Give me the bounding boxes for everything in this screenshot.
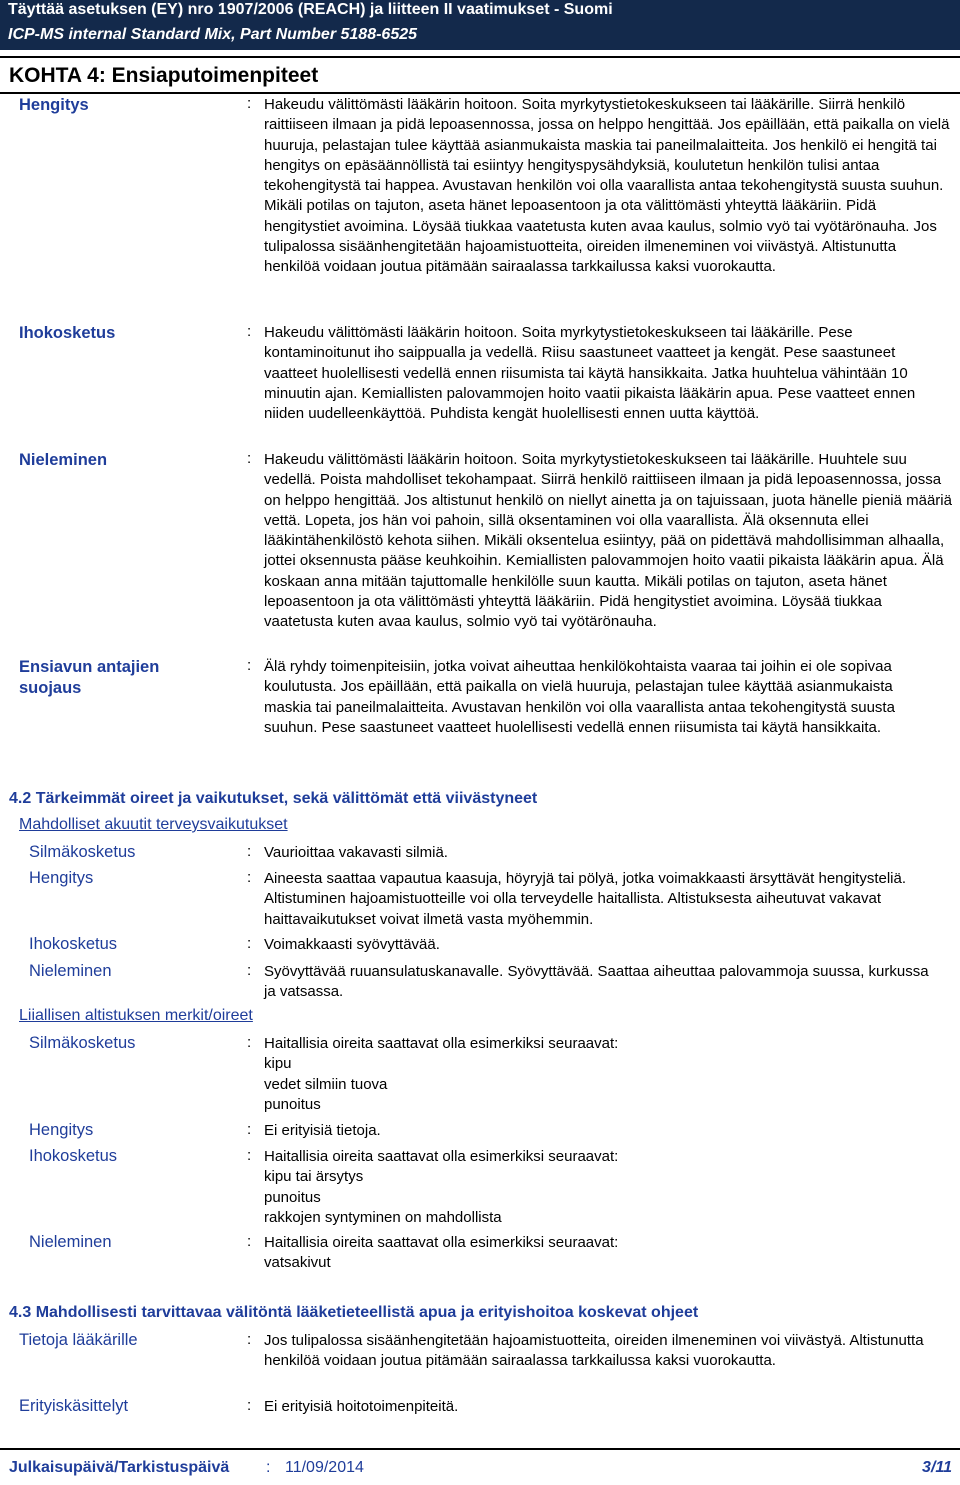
acute-text-ihokosketus: Voimakkaasti syövyttävää. [264, 936, 440, 953]
colon: : [247, 1397, 252, 1414]
over-label-silmakosketus: Silmäkosketus [29, 1034, 136, 1052]
colon: : [247, 1034, 252, 1051]
colon: : [247, 935, 252, 952]
product-name: ICP-MS internal Standard Mix, Part Number 5188-6525 [8, 26, 418, 43]
text-nieleminen: Hakeudu välittömästi lääkärin hoitoon. Soita myrkytystietokeskukseen tai lääkärille. Huuhtele suu vedellä. Poista mahdolliset tekohampaat. Siirrä henkilö raittiiseen ilmaan ja pidä lepoasennossa, jossa on helppo hengittää. Jos altistunut henkilö on niellyt ainetta ja on tajuissaan, juota hänelle pieniä määriä vettä. Lopeta, jos hän voi pahoin, sillä oksentaminen voi olla vaarallista. Älä oksennuta ellei lääkintähenkilöstö kehota siihen. Mikäli oksentelua esiintyy, pää on pidettävä mahdollisimman alhaalla, jottei oksennusta pääse keuhkoihin. Kemiallisten palovammojen hoito vaatii pikaista lääkärin apua. Älä koskaan anna mitään tajuttomalle henkilölle suun kautta. Mikäli potilas on tajuton, aseta hänet lepoasentoon ja ota välittömästi yhteyttä lääkäriin. Pidä hengitystiet avoimina. Löysää tiukkaa vaatetusta kuten avaa kaulus, solmio vyö tai vyötärönauha. [264, 451, 952, 631]
colon: : [247, 450, 252, 467]
symptom-line: rakkojen syntyminen on mahdollista [264, 1208, 502, 1226]
section-title: KOHTA 4: Ensiaputoimenpiteet [9, 64, 319, 87]
label-erityiskasittelyt: Erityiskäsittelyt [19, 1397, 129, 1415]
colon: : [247, 1147, 252, 1164]
symptom-line: Haitallisia oireita saattavat olla esimerkiksi seuraavat: [264, 1234, 619, 1251]
over-text-nieleminen [264, 1233, 944, 1274]
over-label-nieleminen: Nieleminen [29, 1233, 112, 1251]
over-text-hengitys [264, 1121, 944, 1141]
section-4-3-title: 4.3 Mahdollisesti tarvittavaa välitöntä lääketieteellistä apua ja erityishoitoa koskevat ohjeet [9, 1304, 699, 1321]
acute-text-hengitys: Aineesta saattaa vapautua kaasuja, höyryjä tai pölyä, jotka voimakkaasti ärsyttävät hengitysteliä. Altistuminen hajoamistuotteille voi olla terveydelle haitallista. Altistuksesta aiheutuvat vakavat haittavaikutukset voivat ilmetä vasta myöhemmin. [264, 870, 907, 928]
acute-label-nieleminen: Nieleminen [29, 962, 112, 980]
symptom-line: kipu tai ärsytys [264, 1168, 364, 1186]
overexposure-title: Liiallisen altistuksen merkit/oireet [19, 1007, 253, 1024]
text-erityiskasittelyt: Ei erityisiä hoitotoimenpiteitä. [264, 1398, 459, 1415]
colon: : [247, 323, 252, 340]
symptom-line: Haitallisia oireita saattavat olla esimerkiksi seuraavat: [264, 1148, 619, 1165]
label-ihokosketus: Ihokosketus [19, 324, 116, 342]
acute-text-nieleminen: Syövyttävää ruuansulatuskanavalle. Syövyttävää. Saattaa aiheuttaa palovammoja suussa, kurkussa ja vatsassa. [264, 963, 929, 1001]
issue-date-value: 11/09/2014 [285, 1459, 364, 1476]
colon: : [247, 1331, 252, 1348]
document-header [0, 0, 960, 50]
issue-date-colon: : [266, 1459, 271, 1476]
symptom-line: punoitus [264, 1188, 321, 1206]
over-label-hengitys: Hengitys [29, 1121, 94, 1139]
section-4-2-title: 4.2 Tärkeimmät oireet ja vaikutukset, sekä välittömät että viivästyneet [9, 790, 538, 807]
label-suojaus: suojaus [19, 679, 82, 697]
label-ensiavun-antajien: Ensiavun antajien [19, 658, 160, 676]
over-text-silmakosketus [264, 1034, 944, 1115]
symptom-line: kipu [264, 1055, 292, 1073]
symptom-line: punoitus [264, 1095, 321, 1113]
text-tietoja-laakarille: Jos tulipalossa sisäänhengitetään hajoamistuotteita, oireiden ilmeneminen voi viivästyä. Altistunutta henkilöä voidaan joutua pitämään sairaalassa tarkkailussa kaksi vuorokautta. [264, 1332, 924, 1370]
colon: : [247, 1121, 252, 1138]
symptom-line: vatsakivut [264, 1254, 331, 1272]
label-tietoja-laakarille: Tietoja lääkärille [19, 1331, 138, 1349]
acute-label-hengitys: Hengitys [29, 869, 94, 887]
text-hengitys: Hakeudu välittömästi lääkärin hoitoon. Soita myrkytystietokeskukseen tai lääkärille. Siirrä henkilö raittiiseen ilmaan ja pidä lepoasennossa, jossa on helppo hengittää. Jos epäillään, että paikalla on vielä huuruja, pelastajan tulee käyttää asianmukaista maskia tai paneilmalaitteita. Jos henkilö ei hengitä tai hengitys on epäsäännöllistä tai esiintyy hengityspysähdyksiä, koulutetun henkilön tulisi antaa tekohengitystä tai happea. Avustavan henkilön voi olla vaarallista antaa tekohengitystä suusta suuhun. Mikäli potilas on tajuton, aseta hänet lepoasentoon ja ota välittömästi yhteyttä lääkäriin. Pidä hengitystiet avoimina. Löysää tiukkaa vaatetusta kuten avaa kaulus, solmio vyö tai vyötärönauha. Jos tulipalossa sisäänhengitetään hajoamistuotteita, oireiden ilmeneminen voi viivästyä. Altistunutta henkilöä voidaan joutua pitämään sairaalassa tarkkailussa kaksi vuorokautta. [264, 96, 950, 276]
over-label-ihokosketus: Ihokosketus [29, 1147, 118, 1165]
section-title-bar [0, 56, 960, 94]
label-nieleminen: Nieleminen [19, 451, 108, 469]
colon: : [247, 869, 252, 886]
acute-text-silmakosketus: Vaurioittaa vakavasti silmiä. [264, 844, 448, 861]
colon: : [247, 657, 252, 674]
symptom-line: vedet silmiin tuova [264, 1075, 388, 1093]
over-text-ihokosketus [264, 1147, 944, 1228]
page-number: 3/11 [922, 1459, 952, 1476]
text-ensiavun-antajien-suojaus: Älä ryhdy toimenpiteisiin, jotka voivat aiheuttaa henkilökohtaista vaaraa tai joihin ei ole sopivaa koulutusta. Jos epäillään, että paikalla on vielä huuruja, pelastajan tulee käyttää asianmukaista maskia tai paneilmalaitteita. Avustavan henkilön voi olla vaarallista antaa tekohengitystä suusta suuhun. Pese saastuneet vaatteet huolellisesti vedellä ennen riisumista tai käytä hansikkaita. [264, 658, 895, 736]
symptom-line: Ei erityisiä tietoja. [264, 1122, 381, 1139]
acute-label-ihokosketus: Ihokosketus [29, 935, 118, 953]
symptom-line: Haitallisia oireita saattavat olla esimerkiksi seuraavat: [264, 1035, 619, 1052]
colon: : [247, 843, 252, 860]
text-ihokosketus: Hakeudu välittömästi lääkärin hoitoon. Soita myrkytystietokeskukseen tai lääkärille. Pese kontaminoitunut iho saippualla ja vedellä. Riisu saastuneet vaatteet ja kengät. Pese saastuneet vaatteet huolellisesti vedellä ennen riisumista tai käytä hansikkaita. Jatka huuhtelua vähintään 10 minuutin ajan. Kemiallisten palovammojen hoito vaatii pikaista lääkärin apua. Pese vaatteet ennen niiden uudelleenkäyttöä. Puhdista kengät huolellisesti ennen uutta käyttöä. [264, 324, 916, 423]
acute-label-silmakosketus: Silmäkosketus [29, 843, 136, 861]
colon: : [247, 1233, 252, 1250]
regulation-title: Täyttää asetuksen (EY) nro 1907/2006 (REACH) ja liitteen II vaatimukset - Suomi [8, 1, 613, 18]
colon: : [247, 962, 252, 979]
label-hengitys: Hengitys [19, 96, 89, 114]
issue-date-label: Julkaisupäivä/Tarkistuspäivä [9, 1459, 230, 1476]
colon: : [247, 95, 252, 112]
document-footer [0, 1448, 960, 1485]
acute-effects-title: Mahdolliset akuutit terveysvaikutukset [19, 816, 288, 833]
